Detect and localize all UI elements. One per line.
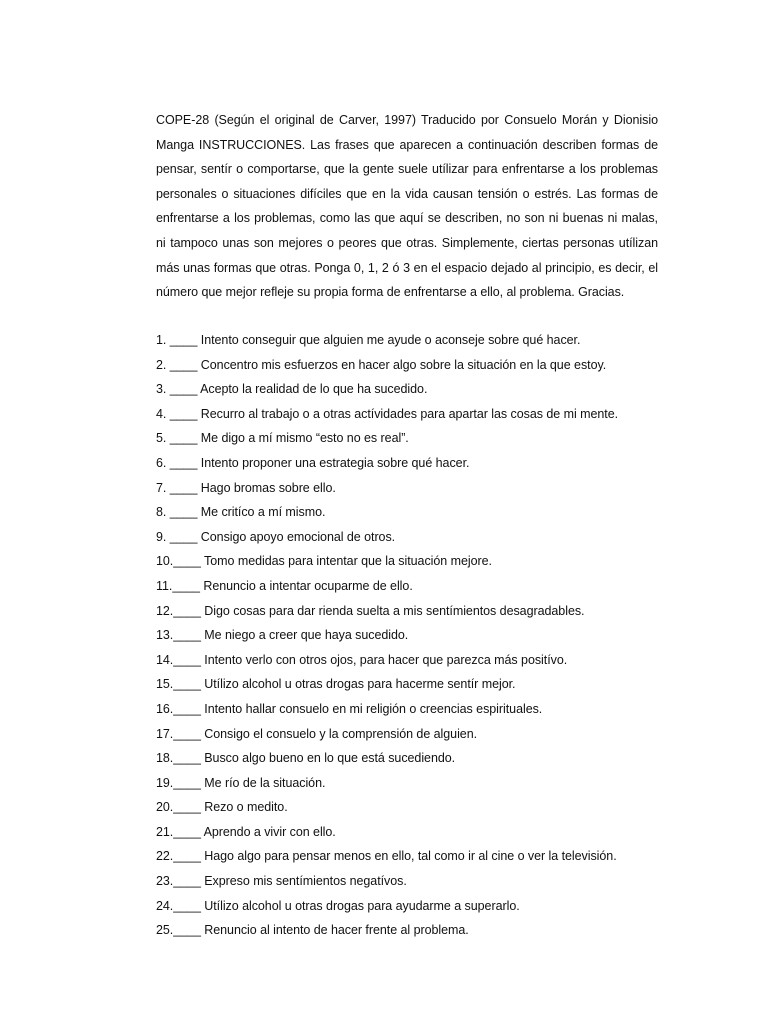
item-text: Renuncio al intento de hacer frente al problema. <box>200 923 469 938</box>
questionnaire-item <box>156 426 676 451</box>
answer-blank: ____ <box>173 849 201 864</box>
item-text: Hago algo para pensar menos en ello, tal como ir al cine o ver la televisión. <box>200 849 617 864</box>
questionnaire-item <box>156 795 676 820</box>
questionnaire-item <box>156 623 676 648</box>
item-number: 18. <box>156 751 174 766</box>
item-text: Consigo apoyo emocional de otros. <box>197 529 396 544</box>
item-number: 23. <box>156 874 174 889</box>
questionnaire-item <box>156 697 676 722</box>
item-number: 15. <box>156 677 174 692</box>
item-number: 5. <box>156 431 170 446</box>
item-number: 13. <box>156 628 174 643</box>
answer-blank: ____ <box>169 431 198 446</box>
item-text: Utílizo alcohol u otras drogas para hacerme sentír mejor. <box>200 677 516 692</box>
answer-blank: ____ <box>169 455 198 470</box>
questionnaire-item <box>156 476 676 501</box>
questionnaire-item <box>156 377 676 402</box>
item-text: Me río de la situación. <box>200 775 326 790</box>
questionnaire-item <box>156 328 676 353</box>
item-text: Intento proponer una estrategia sobre qué hacer. <box>197 455 470 470</box>
item-text: Busco algo bueno en lo que está sucediendo. <box>200 751 456 766</box>
item-text: Me critíco a mí mismo. <box>197 505 326 520</box>
item-number: 25. <box>156 923 174 938</box>
answer-blank: ____ <box>173 677 201 692</box>
questionnaire-item <box>156 451 676 476</box>
item-text: Concentro mis esfuerzos en hacer algo sobre la situación en la que estoy. <box>197 357 607 372</box>
item-text: Aprendo a vivir con ello. <box>200 824 336 839</box>
answer-blank: ____ <box>173 898 201 913</box>
item-number: 22. <box>156 849 174 864</box>
answer-blank: ____ <box>173 800 201 815</box>
questionnaire-item <box>156 771 676 796</box>
questionnaire-item <box>156 820 676 845</box>
item-text: Digo cosas para dar rienda suelta a mis sentímientos desagradables. <box>200 603 585 618</box>
questionnaire-item <box>156 672 676 697</box>
answer-blank: ____ <box>173 554 201 569</box>
answer-blank: ____ <box>173 628 201 643</box>
item-text: Acepto la realidad de lo que ha sucedido. <box>197 382 428 397</box>
answer-blank: ____ <box>173 874 201 889</box>
item-text: Hago bromas sobre ello. <box>197 480 336 495</box>
item-number: 17. <box>156 726 174 741</box>
questionnaire-item <box>156 648 676 673</box>
item-number: 7. <box>156 480 170 495</box>
item-number: 4. <box>156 406 170 421</box>
answer-blank: ____ <box>173 701 201 716</box>
item-number: 14. <box>156 652 174 667</box>
item-number: 3. <box>156 382 170 397</box>
questionnaire-list <box>156 328 676 943</box>
item-number: 19. <box>156 775 174 790</box>
answer-blank: ____ <box>173 923 201 938</box>
answer-blank: ____ <box>169 480 198 495</box>
answer-blank: ____ <box>169 333 198 347</box>
answer-blank: ____ <box>173 751 201 766</box>
answer-blank: ____ <box>173 603 201 618</box>
questionnaire-item <box>156 525 676 550</box>
item-text: Consigo el consuelo y la comprensión de alguien. <box>200 726 478 741</box>
item-text: Utílizo alcohol u otras drogas para ayudarme a superarlo. <box>200 898 520 913</box>
answer-blank: ____ <box>173 652 201 667</box>
item-text: Recurro al trabajo o a otras actívidades para apartar las cosas de mi mente. <box>197 406 619 421</box>
questionnaire-item <box>156 500 676 525</box>
item-text: Intento hallar consuelo en mi religión o creencias espirituales. <box>200 701 543 716</box>
item-number: 21. <box>156 824 174 839</box>
item-text: Expreso mis sentímientos negatívos. <box>200 874 407 889</box>
questionnaire-item <box>156 869 676 894</box>
answer-blank: ____ <box>173 775 201 790</box>
questionnaire-item <box>156 599 676 624</box>
item-text: Me niego a creer que haya sucedido. <box>200 628 409 643</box>
questionnaire-item <box>156 918 676 943</box>
answer-blank: ____ <box>173 726 201 741</box>
answer-blank: ____ <box>169 406 198 421</box>
item-number: 8. <box>156 505 170 520</box>
item-number: 12. <box>156 603 174 618</box>
questionnaire-item <box>156 549 676 574</box>
answer-blank: ____ <box>172 578 200 593</box>
item-text: Rezo o medito. <box>200 800 288 815</box>
questionnaire-item <box>156 402 676 427</box>
answer-blank: ____ <box>169 382 198 397</box>
questionnaire-item <box>156 722 676 747</box>
questionnaire-item <box>156 894 676 919</box>
item-number: 20. <box>156 800 174 815</box>
answer-blank: ____ <box>169 529 198 544</box>
answer-blank: ____ <box>173 824 201 839</box>
item-text: Me digo a mí mismo “esto no es real”. <box>197 431 409 446</box>
item-text: Intento verlo con otros ojos, para hacer que parezca más positívo. <box>200 652 568 667</box>
item-text: Intento conseguir que alguien me ayude o aconseje sobre qué hacer. <box>197 333 581 347</box>
item-number: 24. <box>156 898 174 913</box>
answer-blank: ____ <box>169 505 198 520</box>
item-number: 11. <box>156 578 173 593</box>
item-number: 9. <box>156 529 170 544</box>
questionnaire-item <box>156 746 676 771</box>
answer-blank: ____ <box>169 357 198 372</box>
item-number: 2. <box>156 357 170 372</box>
questionnaire-item <box>156 844 676 869</box>
item-number: 10. <box>156 554 174 569</box>
item-text: Tomo medidas para intentar que la situación mejore. <box>200 554 492 569</box>
item-number: 16. <box>156 701 174 716</box>
questionnaire-item <box>156 574 676 599</box>
item-text: Renuncio a intentar ocuparme de ello. <box>199 578 413 593</box>
item-number: 1. <box>156 333 170 347</box>
item-number: 6. <box>156 455 170 470</box>
questionnaire-item <box>156 353 676 378</box>
instructions-paragraph: COPE-28 (Según el original de Carver, 1997) Traducido por Consuelo Morán y Dionisio Manga INSTRUCCIONES. Las frases que aparecen a continuación describen formas de pensar, sentír o comportarse, que la gente suele utílizar para enfrentarse a los problemas personales o situaciones difíciles que en la vida causan tensión o estrés. Las formas de enfrentarse a los problemas, como las que aquí se describen, no son ni buenas ni malas, ni tampoco unas son mejores o peores que otras. Simplemente, ciertas personas utílizan más unas formas que otras. Ponga 0, 1, 2 ó 3 en el espacio dejado al principio, es decir, el número que mejor refleje su propia forma de enfrentarse a ello, al problema. Gracias. <box>156 113 658 300</box>
